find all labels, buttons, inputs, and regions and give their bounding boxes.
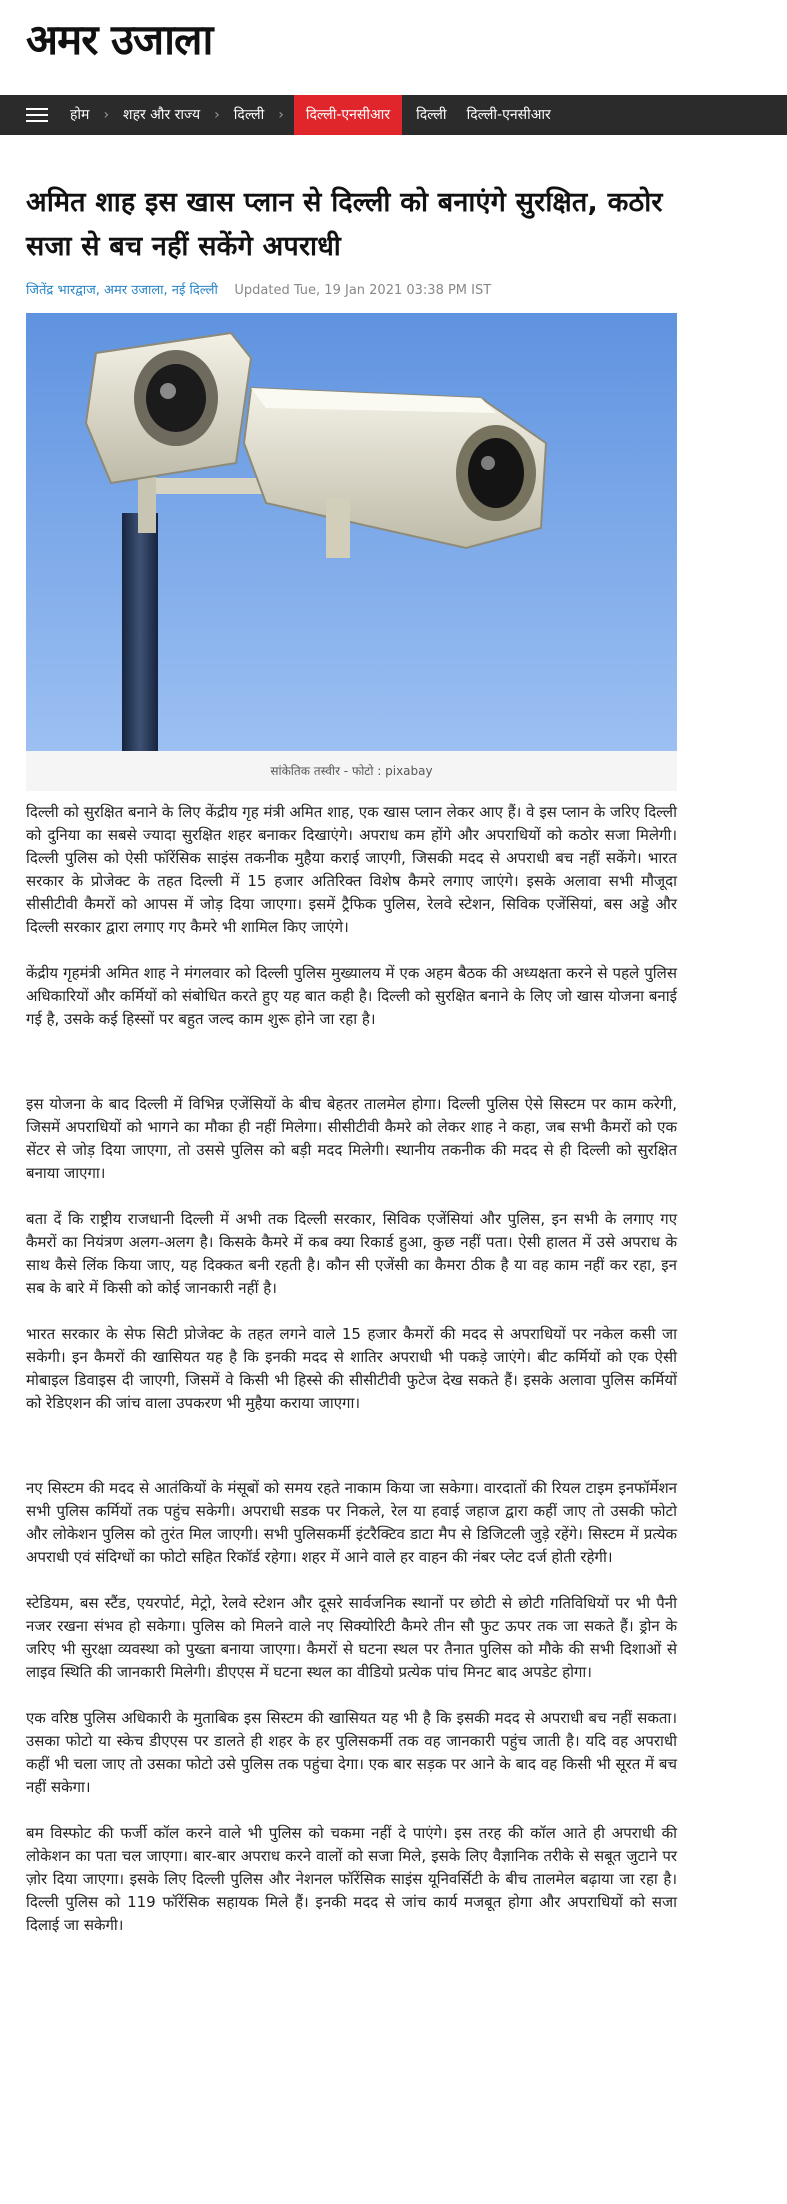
nav-delhi-link[interactable]: दिल्ली <box>416 107 447 123</box>
masthead <box>0 0 787 95</box>
article-paragraph: भारत सरकार के सेफ सिटी प्रोजेक्ट के तहत लगने वाले 15 हजार कैमरों की मदद से अपराधियों पर नकेल कसी जा सकेगी। इन कैमरों की खासियत यह है कि इनकी मदद से शातिर अपराधी भी पकड़े जाएंगे। बीट कर्मियों को एक ऐसी मोबाइल डिवाइस दी जाएगी, जिसमें वे किसी भी हिस्से की सीसीटीवी फुटेज देख सकते हैं। इसके अलावा पुलिस कर्मियों को रेडिएशन की जांच वाला उपकरण भी मुहैया कराया जाएगा। <box>26 1325 677 1412</box>
article-paragraph: बता दें कि राष्ट्रीय राजधानी दिल्ली में अभी तक दिल्ली सरकार, सिविक एजेंसियां और पुलिस, इन सभी के लगाए गए कैमरों का नियंत्रण अलग-अलग है। किसके कैमरे में कब क्या रिकार्ड हुआ, कुछ नहीं पता। ऐसी हालत में उसे अपराध के साथ कैसे लिंक किया जाए, यह दिक्कत बनी रहती है। कौन सी एजेंसी का कैमरा ठीक है या वह काम नहीं कर रहा, इन सब के बारे में किसी को कोई जानकारी नहीं है। <box>26 1210 677 1297</box>
article <box>26 135 677 1937</box>
article-paragraph: केंद्रीय गृहमंत्री अमित शाह ने मंगलवार को दिल्ली पुलिस मुख्यालय में एक अहम बैठक की अध्यक्षता करने से पहले पुलिस अधिकारियों और कर्मियों को संबोधित करते हुए यह बात कही है। दिल्ली को सुरक्षित बनाने के लिए जो खास योजना बनाई गई है, उसके कई हिस्सों पर बहुत जल्द काम शुरू होने जा रहा है। <box>26 964 677 1028</box>
article-body <box>26 801 677 1937</box>
article-paragraph: दिल्ली को सुरक्षित बनाने के लिए केंद्रीय गृह मंत्री अमित शाह, एक खास प्लान लेकर आए हैं। वे इस प्लान के जरिए दिल्ली को दुनिया का सबसे ज्यादा सुरक्षित शहर बनाकर दिखाएंगे। अपराध कम होंगे और अपराधियों को कठोर सजा मिलेगी। दिल्ली पुलिस को ऐसी फॉरेंसिक साइंस तकनीक मुहैया कराई जाएगी, जिसकी मदद से अपराधी बच नहीं सकेंगे। भारत सरकार के प्रोजेक्ट के तहत दिल्ली में 15 हजार अतिरिक्त विशेष कैमरे लगाए जाएंगे। इसके अलावा सभी मौजूदा सीसीटीवी कैमरों को आपस में जोड़ दिया जाएगा। इसमें ट्रैफिक पुलिस, रेलवे स्टेशन, सिविक एजेंसियां, बस अड्डे और दिल्ली सरकार द्वारा लगाए गए कैमरे भी शामिल किए जाएंगे। <box>26 803 677 936</box>
breadcrumb-nav <box>0 95 787 135</box>
cctv-cameras-image <box>26 313 677 751</box>
article-paragraph: नए सिस्टम की मदद से आतंकियों के मंसूबों को समय रहते नाकाम किया जा सकेगा। वारदातों की रियल टाइम इनफॉर्मेशन सभी पुलिस कर्मियों तक पहुंच सकेगी। अपराधी सडक पर निकले, रेल या हवाई जहाज द्वारा कहीं जाए तो उसकी फोटो और लोकेशन पुलिस को तुरंत मिल जाएगी। सभी पुलिसकर्मी इंटरैक्टिव डाटा मैप से डिजिटली जुड़े रहेंगे। सिस्टम में प्रत्येक अपराधी एवं संदिग्धों का फोटो सहित रिकॉर्ड रहेगा। शहर में आने वाले हर वाहन की नंबर प्लेट दर्ज होती रहेगी। <box>26 1479 677 1566</box>
chevron-right-icon: › <box>214 107 220 123</box>
menu-icon[interactable] <box>26 108 48 122</box>
byline <box>26 281 677 301</box>
article-headline: अमित शाह इस खास प्लान से दिल्ली को बनाएंगे सुरक्षित, कठोर सजा से बच नहीं सकेंगे अपराधी <box>26 187 663 262</box>
article-paragraph: बम विस्फोट की फर्जी कॉल करने वाले भी पुलिस को चकमा नहीं दे पाएंगे। इस तरह की कॉल आते ही अपराधी की लोकेशन का पता चल जाएगा। बार-बार अपराध करने वालों को सजा मिले, इसके लिए वैज्ञानिक तरीके से सबूत जुटाने पर ज़ोर दिया जाएगा। इसके लिए दिल्ली पुलिस और नेशनल फॉरेंसिक साइंस यूनिवर्सिटी के बीच तालमेल बढ़ाया जा रहा है। दिल्ली पुलिस को 119 फॉरेंसिक सहायक मिले हैं। इनकी मदद से जांच कार्य मजबूत होगा और अपराधियों को सजा दिलाई जा सकेगी। <box>26 1824 677 1934</box>
image-caption: सांकेतिक तस्वीर - फोटो : pixabay <box>26 751 677 791</box>
nav-delhi-ncr-link[interactable]: दिल्ली-एनसीआर <box>466 107 551 123</box>
chevron-right-icon: › <box>278 107 284 123</box>
nav-delhi[interactable]: दिल्ली <box>233 107 265 123</box>
article-paragraph: एक वरिष्ठ पुलिस अधिकारी के मुताबिक इस सिस्टम की खासियत यह भी है कि इसकी मदद से अपराधी बच नहीं सकता। उसका फोटो या स्केच डीएएस पर डालते ही शहर के हर पुलिसकर्मी तक वह जानकारी पहुंच जाती है। यदि वह अपराधी कहीं भी चला जाए तो उसका फोटो उसे पुलिस तक पहुंचा देगा। एक बार सड़क पर आने के बाद वह किसी भी सूरत में बच नहीं सकेगा। <box>26 1709 677 1796</box>
chevron-right-icon: › <box>103 107 110 123</box>
author-link[interactable]: जितेंद्र भारद्वाज, अमर उजाला, नई दिल्ली <box>26 283 218 298</box>
article-paragraph: इस योजना के बाद दिल्ली में विभिन्न एजेंसियों के बीच बेहतर तालमेल होगा। दिल्ली पुलिस ऐसे सिस्टम पर काम करेगी, जिसमें अपराधियों को भागने का मौका ही नहीं मिलेगा। सीसीटीवी कैमरे को लेकर शाह ने कहा, जब सभी कैमरों को एक सेंटर से जोड़ दिया जाएगा, तो उससे पुलिस को बड़ी मदद मिलेगी। स्थानीय तकनीक की मदद से ही दिल्ली को सुरक्षित बनाया जाएगा। <box>26 1095 677 1182</box>
nav-home[interactable]: होम <box>70 107 90 123</box>
nav-city-state[interactable]: शहर और राज्य <box>123 107 201 123</box>
article-figure <box>26 313 677 791</box>
nav-delhi-ncr-active[interactable]: दिल्ली-एनसीआर <box>294 95 402 135</box>
article-paragraph: स्टेडियम, बस स्टैंड, एयरपोर्ट, मेट्रो, रेलवे स्टेशन और दूसरे सार्वजनिक स्थानों पर छोटी से छोटी गतिविधियों पर भी पैनी नजर रखना संभव हो सकेगा। पुलिस को मिलने वाले नए सिक्योरिटी कैमरे तीन सौ फुट ऊपर तक जा सकते हैं। ड्रोन के जरिए भी सुरक्षा व्यवस्था को पुख्ता बनाया जाएगा। कैमरों से घटना स्थल पर तैनात पुलिस को मौके की सभी दिशाओं से लाइव स्थिति की जानकारी मिलेगी। डीएएस में घटना स्थल का वीडियो प्रत्येक पांच मिनट बाद अपडेट होगा। <box>26 1594 677 1681</box>
site-logo[interactable]: अमर उजाला <box>26 15 213 64</box>
updated-timestamp: Updated Tue, 19 Jan 2021 03:38 PM IST <box>234 283 492 298</box>
